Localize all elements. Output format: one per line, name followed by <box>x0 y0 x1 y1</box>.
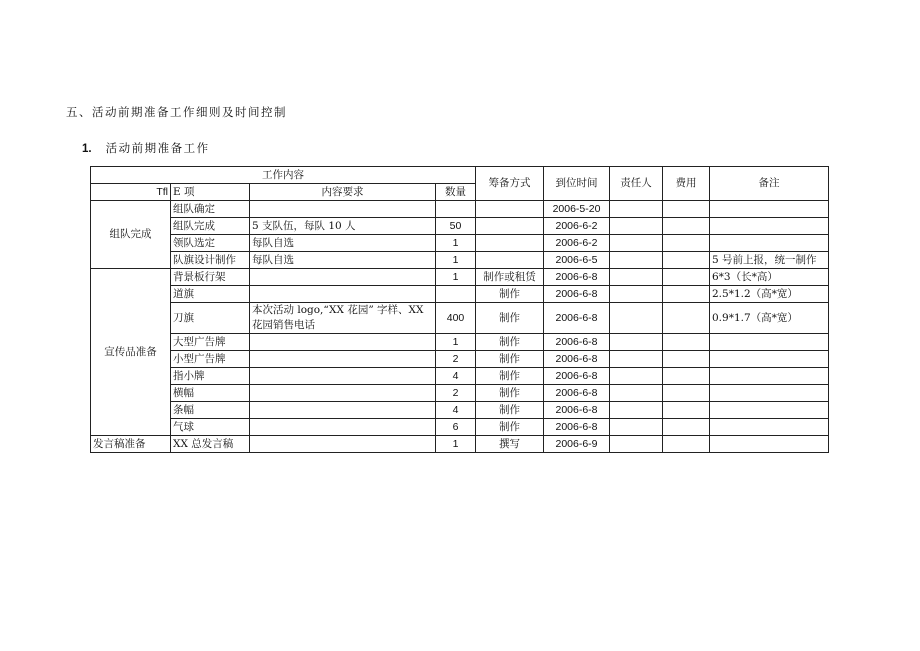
cell-responsible <box>610 269 663 286</box>
cell-req: 本次活动 logo,“XX 花园” 字样、XX 花园销售电话 <box>250 303 436 334</box>
cell-cost <box>663 402 710 419</box>
cell-date: 2006-6-9 <box>544 436 610 453</box>
cell-qty: 6 <box>436 419 476 436</box>
cell-date: 2006-6-8 <box>544 368 610 385</box>
cell-item: 小型广告牌 <box>171 351 250 368</box>
cell-method: 制作 <box>476 385 544 402</box>
table-row <box>91 334 829 351</box>
cell-responsible <box>610 286 663 303</box>
cell-cost <box>663 235 710 252</box>
cell-method: 制作 <box>476 334 544 351</box>
cell-responsible <box>610 334 663 351</box>
table-row <box>91 235 829 252</box>
header-item-part1: Tfl <box>91 184 171 201</box>
table-row <box>91 303 829 334</box>
cell-qty <box>436 201 476 218</box>
cell-qty: 4 <box>436 402 476 419</box>
cell-qty: 1 <box>436 269 476 286</box>
cell-qty: 1 <box>436 436 476 453</box>
cell-item: 组队确定 <box>171 201 250 218</box>
cell-item: 队旗设计制作 <box>171 252 250 269</box>
cell-qty: 1 <box>436 235 476 252</box>
header-cost: 费用 <box>663 167 710 201</box>
cell-responsible <box>610 402 663 419</box>
cell-method <box>476 252 544 269</box>
table-row <box>91 201 829 218</box>
cell-method: 制作 <box>476 419 544 436</box>
header-work-content: 工作内容 <box>91 167 476 184</box>
cell-cost <box>663 436 710 453</box>
cell-note <box>710 419 829 436</box>
cell-note: 5 号前上报，统一制作 <box>710 252 829 269</box>
cell-method: 制作 <box>476 286 544 303</box>
cell-date: 2006-6-8 <box>544 303 610 334</box>
cell-item: 气球 <box>171 419 250 436</box>
subsection-heading <box>82 140 210 156</box>
header-item-part2: E 项 <box>171 184 250 201</box>
cell-responsible <box>610 351 663 368</box>
cell-note <box>710 351 829 368</box>
group-team: 组队完成 <box>91 201 171 269</box>
cell-method <box>476 235 544 252</box>
cell-cost <box>663 351 710 368</box>
cell-req <box>250 385 436 402</box>
cell-note <box>710 436 829 453</box>
cell-date: 2006-6-8 <box>544 286 610 303</box>
cell-cost <box>663 201 710 218</box>
cell-req <box>250 269 436 286</box>
preparation-table <box>90 166 829 453</box>
cell-responsible <box>610 385 663 402</box>
subsection-title: 活动前期准备工作 <box>105 141 210 155</box>
cell-qty: 50 <box>436 218 476 235</box>
cell-method: 制作或租赁 <box>476 269 544 286</box>
cell-date: 2006-5-20 <box>544 201 610 218</box>
cell-cost <box>663 269 710 286</box>
cell-req <box>250 286 436 303</box>
cell-item: 大型广告牌 <box>171 334 250 351</box>
cell-responsible <box>610 368 663 385</box>
cell-req <box>250 201 436 218</box>
table-row <box>91 218 829 235</box>
cell-item: 组队完成 <box>171 218 250 235</box>
cell-req <box>250 419 436 436</box>
cell-req: 5 支队伍，每队 10 人 <box>250 218 436 235</box>
table-row <box>91 252 829 269</box>
cell-method: 制作 <box>476 351 544 368</box>
section-heading: 五、活动前期准备工作细则及时间控制 <box>66 105 287 119</box>
cell-date: 2006-6-8 <box>544 385 610 402</box>
cell-item: 刀旗 <box>171 303 250 334</box>
cell-method: 制作 <box>476 402 544 419</box>
cell-req <box>250 351 436 368</box>
cell-method <box>476 201 544 218</box>
cell-cost <box>663 286 710 303</box>
cell-date: 2006-6-5 <box>544 252 610 269</box>
cell-req <box>250 402 436 419</box>
header-content-req: 内容要求 <box>250 184 436 201</box>
table-row <box>91 419 829 436</box>
cell-item: 横幅 <box>171 385 250 402</box>
cell-method: 制作 <box>476 368 544 385</box>
cell-req <box>250 368 436 385</box>
header-remarks: 备注 <box>710 167 829 201</box>
cell-note <box>710 235 829 252</box>
cell-date: 2006-6-8 <box>544 334 610 351</box>
cell-qty: 400 <box>436 303 476 334</box>
cell-cost <box>663 385 710 402</box>
cell-req <box>250 334 436 351</box>
header-arrival-time: 到位时间 <box>544 167 610 201</box>
header-responsible: 责任人 <box>610 167 663 201</box>
cell-method <box>476 218 544 235</box>
cell-responsible <box>610 201 663 218</box>
cell-note: 0.9*1.7（高*宽） <box>710 303 829 334</box>
cell-note <box>710 402 829 419</box>
table-row <box>91 269 829 286</box>
cell-method: 制作 <box>476 303 544 334</box>
cell-req: 每队自选 <box>250 252 436 269</box>
cell-responsible <box>610 303 663 334</box>
table-row <box>91 436 829 453</box>
cell-cost <box>663 419 710 436</box>
cell-qty: 1 <box>436 252 476 269</box>
group-speech: 发言稿准备 <box>91 436 171 453</box>
subsection-number: 1. <box>82 143 92 155</box>
cell-cost <box>663 368 710 385</box>
cell-date: 2006-6-8 <box>544 269 610 286</box>
cell-responsible <box>610 218 663 235</box>
cell-item: 条幅 <box>171 402 250 419</box>
cell-note <box>710 218 829 235</box>
cell-item: 领队选定 <box>171 235 250 252</box>
cell-item: XX 总发言稿 <box>171 436 250 453</box>
cell-req: 每队自选 <box>250 235 436 252</box>
cell-item: 道旗 <box>171 286 250 303</box>
header-quantity: 数量 <box>436 184 476 201</box>
cell-responsible <box>610 235 663 252</box>
table-row <box>91 385 829 402</box>
cell-date: 2006-6-8 <box>544 402 610 419</box>
cell-cost <box>663 252 710 269</box>
header-row-1 <box>91 167 829 184</box>
cell-qty: 2 <box>436 385 476 402</box>
cell-note <box>710 385 829 402</box>
header-prep-method: 筹备方式 <box>476 167 544 201</box>
cell-cost <box>663 303 710 334</box>
cell-date: 2006-6-2 <box>544 235 610 252</box>
cell-note: 2.5*1.2（高*宽） <box>710 286 829 303</box>
cell-qty <box>436 286 476 303</box>
table-row <box>91 286 829 303</box>
cell-cost <box>663 334 710 351</box>
cell-req <box>250 436 436 453</box>
cell-cost <box>663 218 710 235</box>
cell-method: 撰写 <box>476 436 544 453</box>
group-promo: 宣传品准备 <box>91 269 171 436</box>
cell-note <box>710 201 829 218</box>
cell-note: 6*3（长*高） <box>710 269 829 286</box>
table-row <box>91 402 829 419</box>
table-row <box>91 351 829 368</box>
cell-item: 背景板行架 <box>171 269 250 286</box>
cell-qty: 4 <box>436 368 476 385</box>
cell-date: 2006-6-2 <box>544 218 610 235</box>
cell-responsible <box>610 436 663 453</box>
cell-responsible <box>610 252 663 269</box>
cell-qty: 2 <box>436 351 476 368</box>
cell-date: 2006-6-8 <box>544 351 610 368</box>
table-row <box>91 368 829 385</box>
cell-date: 2006-6-8 <box>544 419 610 436</box>
cell-note <box>710 368 829 385</box>
cell-responsible <box>610 419 663 436</box>
cell-item: 指小牌 <box>171 368 250 385</box>
cell-qty: 1 <box>436 334 476 351</box>
cell-note <box>710 334 829 351</box>
